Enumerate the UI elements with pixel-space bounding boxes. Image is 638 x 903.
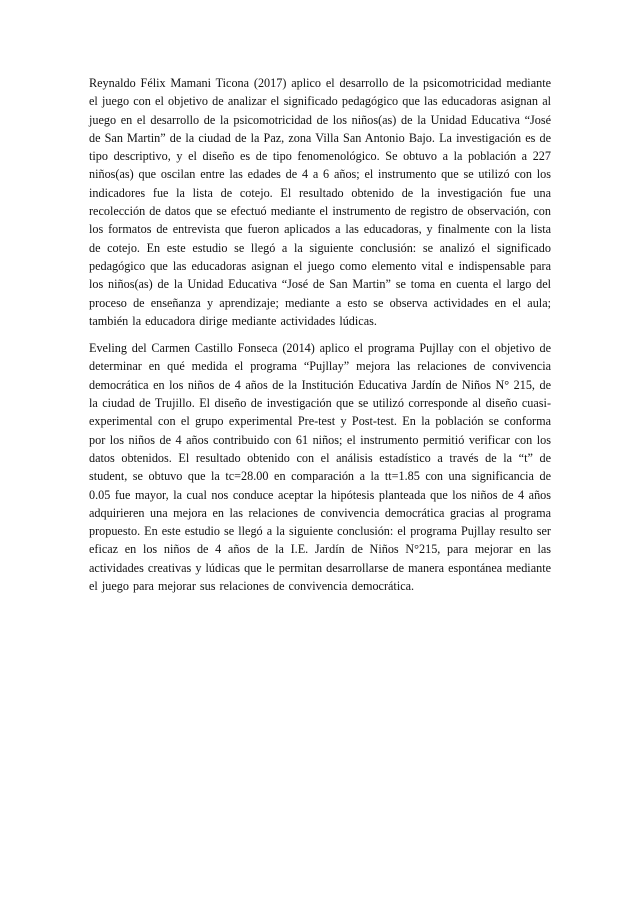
paragraph-mamani-ticona: Reynaldo Félix Mamani Ticona (2017) aplico el desarrollo de la psicomotricidad mediante el juego con el objetivo de analizar el significado pedagógico que las educadoras asignan al juego en el desarrollo de la psicomotricidad de los niños(as) de la Unidad Educativa “José de San Martin” de la ciudad de la Paz, zona Villa San Antonio Bajo. La investigación es de tipo descriptivo, y el diseño es de tipo fenomenológico. Se obtuvo a la población a 227 niños(as) que oscilan entre las edades de 4 a 6 años; el instrumento que se utilizó con los indicadores fue la lista de cotejo. El resultado obtenido de la investigación fue una recolección de datos que se efectuó mediante el instrumento de registro de observación, con los formatos de entrevista que fueron aplicados a las educadoras, y finalmente con la lista de cotejo. En este estudio se llegó a la siguiente conclusión: se analizó el significado pedagógico que las educadoras asignan el juego como elemento vital e indispensable para los niños(as) de la Unidad Educativa “José de San Martin” se toma en cuenta el largo del proceso de enseñanza y aprendizaje; mediante a esto se observa actividades en el aula; también la educadora dirige mediante actividades lúdicas. [89, 76, 551, 328]
paragraph-castillo-fonseca: Eveling del Carmen Castillo Fonseca (2014) aplico el programa Pujllay con el objetivo de determinar en qué medida el programa “Pujllay” mejora las relaciones de convivencia democrática en los niños de 4 años de la Institución Educativa Jardín de Niños N° 215, de la ciudad de Trujillo. El diseño de investigación que se utilizó corresponde al diseño cuasi-experimental con el grupo experimental Pre-test y Post-test. En la población se conforma por los niños de 4 años contribuido con 61 niños; el instrumento permitió verificar con los datos obtenidos. El resultado obtenido con el análisis estadístico a través de la “t” de student, se obtuvo que la tc=28.00 en comparación a la tt=1.85 con una significancia de 0.05 fue mayor, la cual nos conduce aceptar la hipótesis planteada que los niños de 4 años adquirieren una mejora en las relaciones de convivencia democrática gracias al programa propuesto. En este estudio se llegó a la siguiente conclusión: el programa Pujllay resulto ser eficaz en los niños de 4 años de la I.E. Jardín de Niños N°215, para mejorar en las actividades creativas y lúdicas que le permitan desarrollarse de manera espontánea mediante el juego para mejorar sus relaciones de convivencia democrática. [89, 341, 551, 594]
document-body [89, 74, 551, 601]
